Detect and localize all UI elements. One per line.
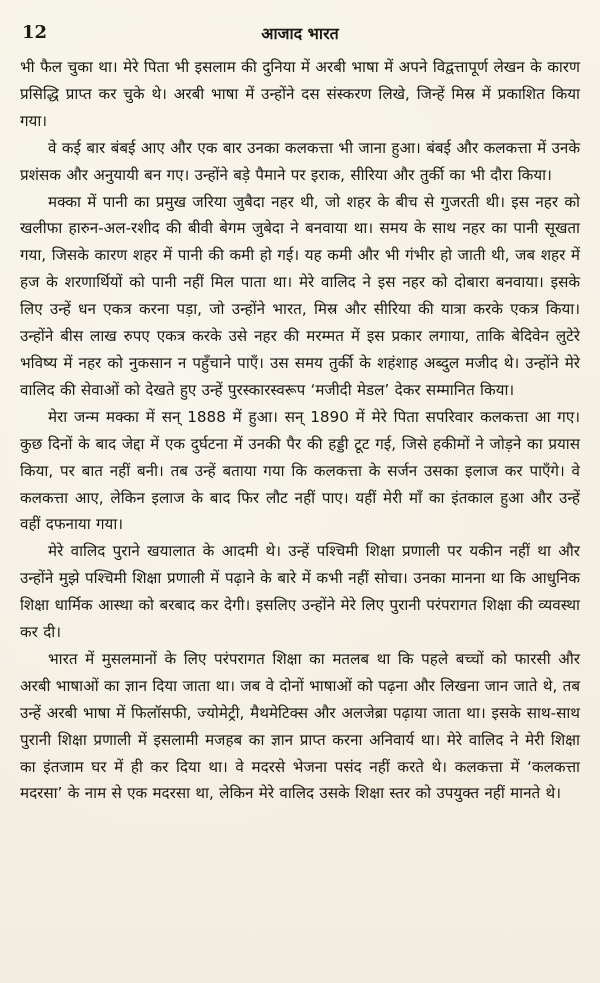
paragraph-3: मक्का में पानी का प्रमुख जरिया जुबैदा नहर थी, जो शहर के बीच से गुजरती थी। इस नहर को खलीफा हारुन-अल-रशीद की बीवी बेगम जुबेदा ने बनवाया था। समय के साथ नहर का पानी सूखता गया, जिसके कारण शहर में पानी की कमी हो गई। यह कमी और भी गंभीर हो जाती थी, जब शहर में हज के शरणार्थियों को पानी नहीं मिल पाता था। मेरे वालिद ने इस नहर को दोबारा बनवाया। इसके लिए उन्हें धन एकत्र करना पड़ा, जो उन्होंने भारत, मिस्र और सीरिया की यात्रा करके एकत्र किया। उन्होंने बीस लाख रुपए एकत्र करके उसे नहर की मरम्मत में इस प्रकार लगाया, ताकि बेदिवेन लुटेरे भविष्य में नहर को नुकसान न पहुँचाने पाएँ। उस समय तुर्की के शहंशाह अब्दुल मजीद थे। उन्होंने मेरे वालिद की सेवाओं को देखते हुए उन्हें पुरस्कारस्वरूप ‘मजीदी मेडल’ देकर सम्मानित किया। xyxy=(20,192,580,399)
running-title: आजाद भारत xyxy=(261,24,339,43)
paragraph-1: भी फैल चुका था। मेरे पिता भी इसलाम की दुनिया में अरबी भाषा में अपने विद्वत्तापूर्ण लेखन के कारण प्रसिद्धि प्राप्त कर चुके थे। अरबी भाषा में उन्होंने दस संस्करण लिखे, जिन्हें मिस्र में प्रकाशित किया गया। xyxy=(20,58,580,130)
paragraph-5: मेरे वालिद पुराने खयालात के आदमी थे। उन्हें पश्चिमी शिक्षा प्रणाली पर यकीन नहीं था और उन्होंने मुझे पश्चिमी शिक्षा प्रणाली में पढ़ाने के बारे में कभी नहीं सोचा। उनका मानना था कि आधुनिक शिक्षा धार्मिक आस्था को बरबाद कर देगी। इसलिए उन्होंने मेरे लिए पुरानी परंपरागत शिक्षा की व्यवस्था कर दी। xyxy=(20,542,580,642)
paragraph-6: भारत में मुसलमानों के लिए परंपरागत शिक्षा का मतलब था कि पहले बच्चों को फारसी और अरबी भाषाओं का ज्ञान दिया जाता था। जब वे दोनों भाषाओं को पढ़ना और लिखना जान जाते थे, तब उन्हें अरबी भाषा में फिलॉसफी, ज्योमेट्री, मैथमेटिक्स और अलजेब्रा पढ़ाया जाता था। इसके साथ-साथ पुरानी शिक्षा प्रणाली में इसलामी मजहब का ज्ञान प्राप्त करना अनिवार्य था। मेरे वालिद ने मेरी शिक्षा का इंतजाम घर में ही कर दिया था। वे मदरसे भेजना पसंद नहीं करते थे। कलकत्ता में ‘कलकत्ता मदरसा’ के नाम से एक मदरसा था, लेकिन मेरे वालिद उसके शिक्षा स्तर को उपयुक्त नहीं मानते थे। xyxy=(20,649,580,803)
page-number: 12 xyxy=(22,22,48,43)
page-header xyxy=(20,18,580,48)
paragraph-4: मेरा जन्म मक्का में सन् 1888 में हुआ। सन् 1890 में मेरे पिता सपरिवार कलकत्ता आ गए। कुछ दिनों के बाद जेद्दा में एक दुर्घटना में उनकी पैर की हड्डी टूट गई, जिसे हकीमों ने जोड़ने का प्रयास किया, पर बात नहीं बनी। तब उन्हें बताया गया कि कलकत्ता के सर्जन उसका इलाज कर पाएँगे। वे कलकत्ता आए, लेकिन इलाज के बाद फिर लौट नहीं पाए। यहीं मेरी माँ का इंतकाल हुआ और उन्हें वहीं दफनाया गया। xyxy=(20,407,580,534)
body-text xyxy=(20,54,580,807)
paragraph-2: वे कई बार बंबई आए और एक बार उनका कलकत्ता भी जाना हुआ। बंबई और कलकत्ता में उनके प्रशंसक और अनुयायी बन गए। उन्होंने बड़े पैमाने पर इराक, सीरिया और तुर्की का भी दौरा किया। xyxy=(20,138,580,184)
